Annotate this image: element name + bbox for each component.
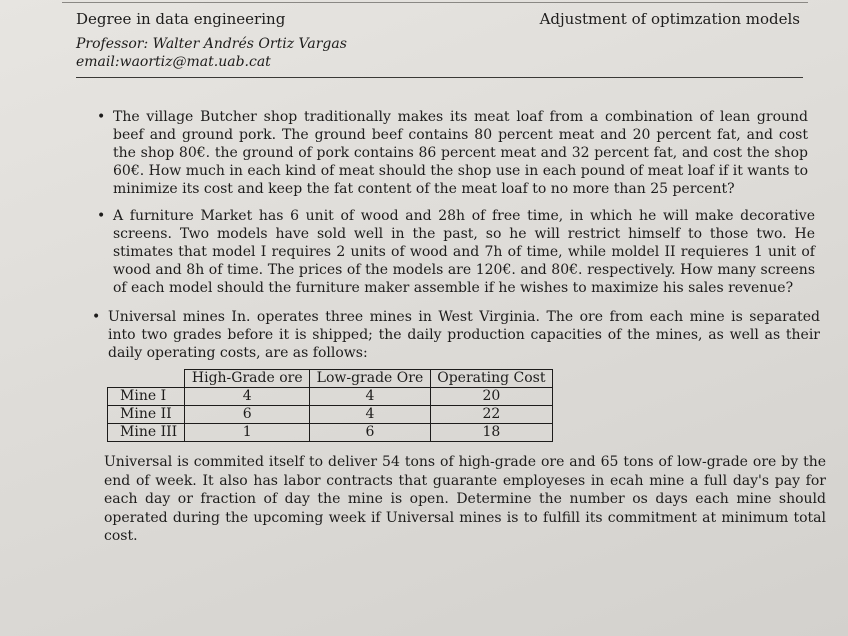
problem-furniture-market (97, 207, 815, 297)
bullet-icon: • (92, 309, 101, 325)
mine-capacity-table (107, 369, 553, 442)
problem-butcher-shop (97, 108, 808, 198)
operating-cost-value: 18 (430, 424, 552, 442)
high-grade-value: 1 (185, 424, 310, 442)
professor-line: Professor: Walter Andrés Ortiz Vargas (76, 36, 347, 52)
problem-universal-mines-continued: Universal is commited itself to deliver 54 tons of high-grade ore and 65 tons of low-grade ore by the end of week. It also has labor contracts that guarante employeses in ecah mine a full day's pay for each day or fraction of day the mine is open. Determine the number os days each mine should operated during the upcoming week if Universal mines is to fulfill its commitment at minimum total cost. (104, 454, 826, 544)
high-grade-value: 4 (185, 388, 310, 406)
row-label: Mine II (108, 406, 185, 424)
problem-text: The village Butcher shop traditionally makes its meat loaf from a combination of lean ground beef and ground pork. The ground beef contains 80 percent meat and 20 percent fat, and cost the shop 80€. the ground of pork contains 86 percent meat and 32 percent fat, and cost the shop 60€. How much in each kind of meat should the shop use in each pound of meat loaf if it wants to minimize its cost and keep the fat content of the meat loaf to no more than 25 percent? (113, 109, 808, 197)
operating-cost-value: 20 (430, 388, 552, 406)
row-label: Mine III (108, 424, 185, 442)
column-header-high-grade: High-Grade ore (185, 370, 310, 388)
bullet-icon: • (97, 208, 106, 224)
problem-universal-mines (92, 308, 820, 362)
row-label: Mine I (108, 388, 185, 406)
top-rule (62, 2, 808, 3)
table-row (108, 388, 553, 406)
high-grade-value: 6 (185, 406, 310, 424)
table-row (108, 424, 553, 442)
problem-text: A furniture Market has 6 unit of wood and 28h of free time, in which he will make decorative screens. Two models have sold well in the past, so he will restrict himself to those two. He stimates that model I requires 2 units of wood and 7h of time, while moldel II requieres 1 unit of wood and 8h of time. The prices of the models are 120€. and 80€. respectively. How many screens of each model should the furniture maker assemble if he wishes to maximize his sales revenue? (113, 208, 815, 296)
low-grade-value: 4 (310, 406, 431, 424)
bullet-icon: • (97, 109, 106, 125)
column-header-low-grade: Low-grade Ore (310, 370, 431, 388)
low-grade-value: 4 (310, 388, 431, 406)
course-title: Degree in data engineering (76, 10, 286, 28)
document-title: Adjustment of optimzation models (539, 10, 800, 28)
table-row (108, 406, 553, 424)
problem-text: Universal mines In. operates three mines in West Virginia. The ore from each mine is separated into two grades before it is shipped; the daily production capacities of the mines, as well as their daily operating costs, are as follows: (108, 309, 820, 361)
operating-cost-value: 22 (430, 406, 552, 424)
low-grade-value: 6 (310, 424, 431, 442)
table-corner-cell (108, 370, 185, 388)
table-header-row (108, 370, 553, 388)
column-header-operating-cost: Operating Cost (430, 370, 552, 388)
email-line: email:waortiz@mat.uab.cat (76, 54, 271, 70)
header-rule (76, 77, 803, 78)
